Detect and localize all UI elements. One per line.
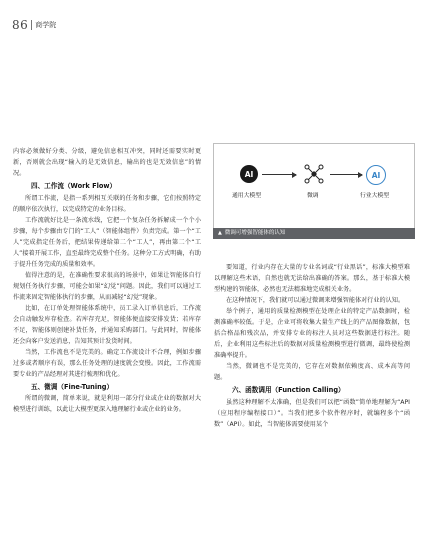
- figure-diagram: [213, 143, 415, 229]
- general-model-label: 通用大模型: [232, 193, 261, 199]
- body-paragraph: 值得注意的是，在准确性要求很高的场景中，如果让智能体自行规划任务执行步骤，可能会如果“幻觉”问题。因此，我们可以通过工作流来固定智能体执行的步骤，从而减轻“幻觉”现象。: [13, 271, 201, 301]
- body-paragraph: 当然，工作流也不是完美的。确定工作流设计不合理，例如步骤过多或者顺序有误，那么任务处理的速度就会变慢。因此，工作流需要专业的产品经理对其进行梳理和优化。: [13, 348, 201, 378]
- section-heading: 四、工作流（Work Flow）: [31, 182, 117, 190]
- page-number: 86: [12, 18, 29, 32]
- right-text-column: [214, 262, 410, 430]
- body-paragraph: 所谓的微调，简单来说，就是利用一部分行业或企业的数据对大模型进行训练，以此让大模型更深入地理解行业或企业的业务。: [13, 395, 201, 413]
- caption-triangle-icon: ▲: [218, 230, 222, 236]
- body-paragraph: 内容必须做好分类、分级，避免信息相互冲突，同时还需要实时更新，否则就会出现“输入的是无效信息，输出的也是无效信息”的情况。: [13, 148, 201, 177]
- industry-model-label: 行业大模型: [360, 193, 389, 199]
- publication-name: 商学院: [35, 21, 57, 29]
- figure-caption: [213, 228, 415, 239]
- arrow-right-icon: [330, 174, 362, 175]
- body-paragraph: 比如，在订单处理智能体系统中，员工录入订单信息后，工作流会自动触发库存检查。若库存充足，智能体便直接安排发货；若库存不足，智能体则创建补货任务，并通知采购部门。与此同时，智能体还会向客户发送消息，告知其预计发货时间。: [13, 304, 201, 345]
- arrow-right-icon: [262, 174, 296, 175]
- body-paragraph: 当然，微调也不是完美的，它存在对数据依赖度高、成本高等问题。: [214, 363, 410, 381]
- section-heading: 六、函数调用（Function Calling）: [232, 386, 345, 394]
- finetune-label: 微调: [307, 193, 319, 199]
- figure-caption-text: 微调可增强智能体的认知: [224, 230, 286, 236]
- running-header: [12, 18, 56, 32]
- header-divider: [31, 20, 32, 30]
- general-model-ai-icon: AI: [240, 165, 258, 183]
- industry-model-ai-icon: AI: [366, 165, 386, 185]
- body-paragraph: 工作流就好比是一条流水线，它把一个复杂任务拆解成一个个小步骤，每个步骤由专门的“工人”（智能体组件）负责完成。第一个“工人”完成指定任务后，把结果传递给第二个“工人”，再由第二个“工人”接着开展工作，直至最终完成整个任务。这种分工方式明确，有助于提升任务完成的质量和效率。: [13, 216, 201, 268]
- left-text-column: [13, 146, 201, 415]
- section-heading: 五、微调（Fine-Tuning）: [31, 382, 114, 391]
- body-paragraph: 虽然这种理解不太准确，但是我们可以把“函数”简单地理解为“API（应用程序编程接口）”。当我们把多个软件程序时，就编程多个“函数”（API）。如此，当智能体需要使用某个: [214, 398, 410, 428]
- body-paragraph: 所谓工作流，是指一系列相互关联的任务和步骤，它们按照特定的顺序依次执行，以完成特定的业务目标。: [13, 194, 201, 213]
- body-paragraph: 举个例子，通用的质量检测模型在处理企业的特定产品数据时，检测准确率较低。于是，企业可将收集大量生产线上的产品图像数据，包括合格品和残次品，并安排专业的标注人员对这些数据进行标注。随后，企业利用这些标注后的数据对质量检测模型进行微调，最终使检测准确率提升。: [214, 308, 410, 359]
- body-paragraph: 要知道，行业内存在大量的专业名词或“行业黑话”，标准大模型难以理解这些术语，自然也就无法给出准确的答案。那么，基于标准大模型构建的智能体，必然也无法精准地完成相关业务。: [214, 264, 410, 293]
- finetune-network-icon: [303, 163, 325, 185]
- body-paragraph: 在这种情况下，我们就可以通过微调来增强智能体对行业的认知。: [226, 297, 405, 304]
